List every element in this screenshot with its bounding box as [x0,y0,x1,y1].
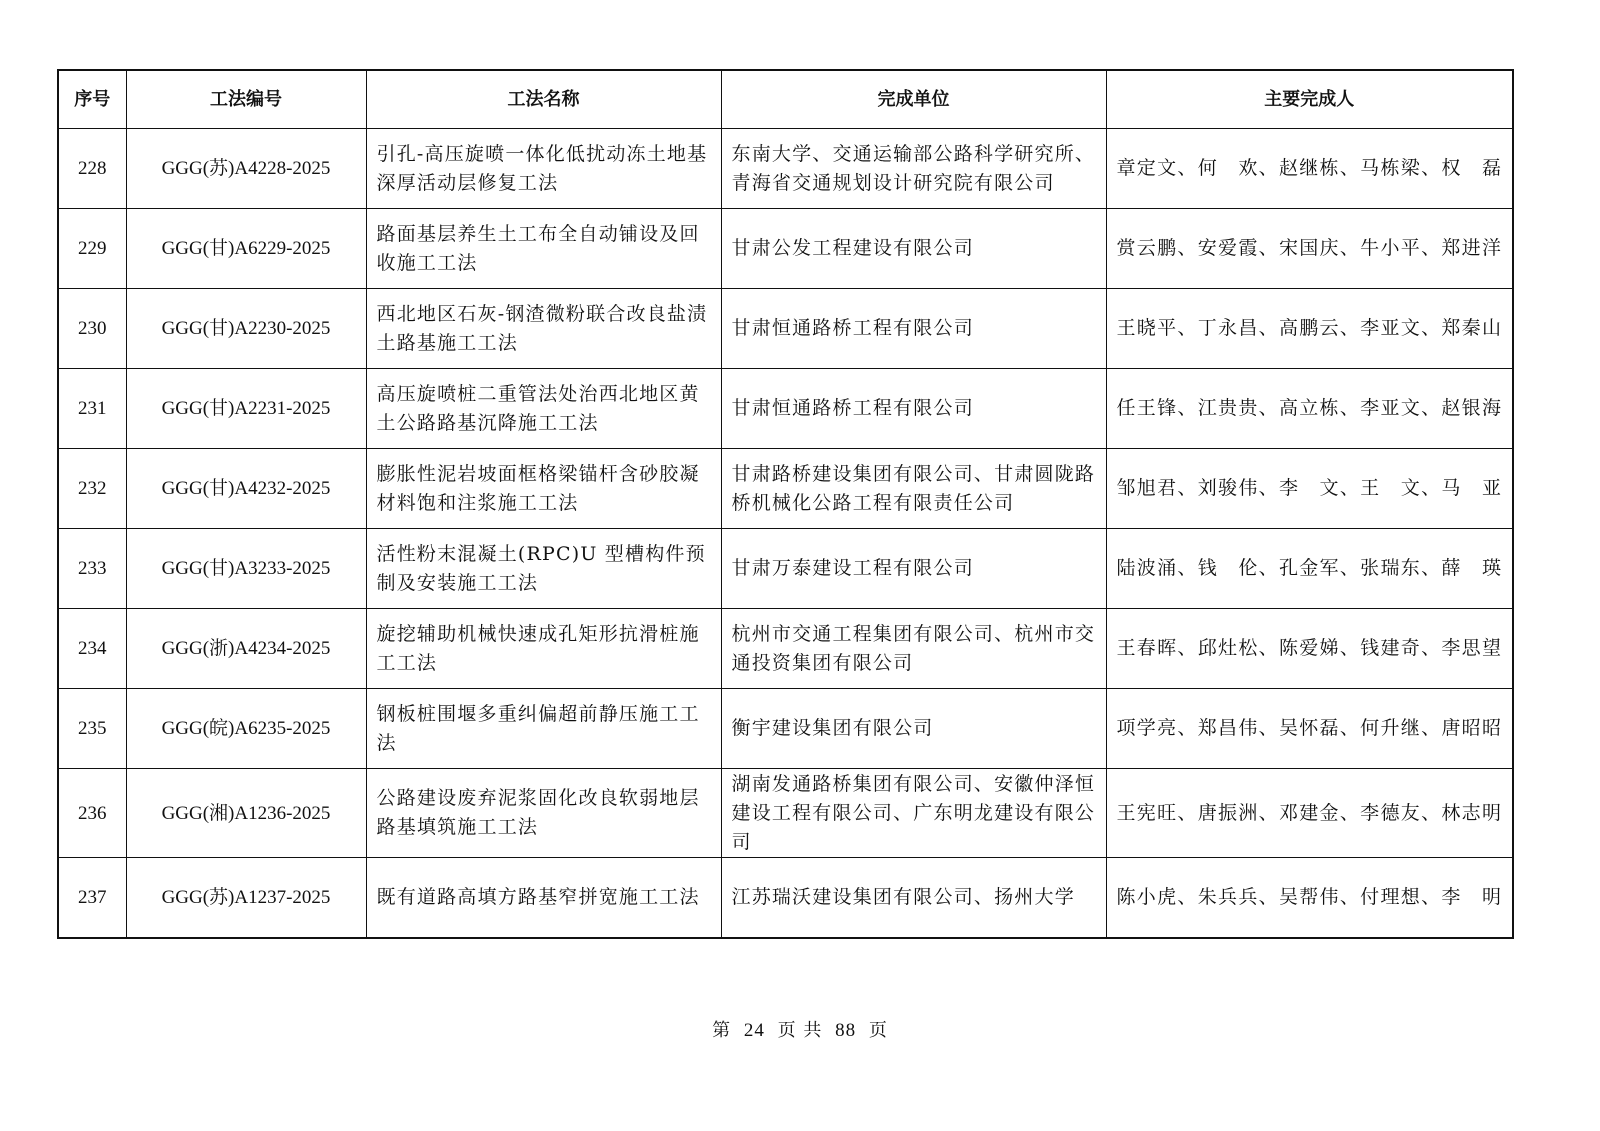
cell-serial-no: 235 [58,689,126,769]
header-method-code: 工法编号 [126,70,366,129]
cell-serial-no: 232 [58,449,126,529]
cell-main-people: 赏云鹏、安爱霞、宋国庆、牛小平、郑进洋 [1106,209,1513,289]
cell-serial-no: 230 [58,289,126,369]
cell-method-code: GGG(苏)A1237-2025 [126,858,366,938]
cell-completing-unit: 东南大学、交通运输部公路科学研究所、青海省交通规划设计研究院有限公司 [721,129,1106,209]
cell-serial-no: 228 [58,129,126,209]
cell-completing-unit: 甘肃万泰建设工程有限公司 [721,529,1106,609]
cell-method-code: GGG(甘)A2231-2025 [126,369,366,449]
cell-serial-no: 233 [58,529,126,609]
cell-serial-no: 229 [58,209,126,289]
table-header-row [58,70,1513,129]
cell-completing-unit: 甘肃路桥建设集团有限公司、甘肃圆陇路桥机械化公路工程有限责任公司 [721,449,1106,529]
cell-completing-unit: 甘肃恒通路桥工程有限公司 [721,369,1106,449]
cell-method-code: GGG(甘)A3233-2025 [126,529,366,609]
cell-main-people: 王春晖、邱灶松、陈爱娣、钱建奇、李思望 [1106,609,1513,689]
cell-method-code: GGG(甘)A6229-2025 [126,209,366,289]
footer-suffix: 页 [868,1020,888,1041]
page-footer [0,1016,1600,1042]
cell-completing-unit: 衡宇建设集团有限公司 [721,689,1106,769]
header-main-people: 主要完成人 [1106,70,1513,129]
cell-main-people: 王宪旺、唐振洲、邓建金、李德友、林志明 [1106,769,1513,858]
cell-method-code: GGG(浙)A4234-2025 [126,609,366,689]
cell-main-people: 陆波涌、钱 伦、孔金军、张瑞东、薛 瑛 [1106,529,1513,609]
cell-completing-unit: 甘肃公发工程建设有限公司 [721,209,1106,289]
table-row [58,529,1513,609]
cell-method-code: GGG(湘)A1236-2025 [126,769,366,858]
cell-method-name: 既有道路高填方路基窄拼宽施工工法 [366,858,721,938]
footer-mid: 页 共 [777,1020,823,1041]
cell-method-name: 路面基层养生土工布全自动铺设及回收施工工法 [366,209,721,289]
header-method-name: 工法名称 [366,70,721,129]
table-row [58,449,1513,529]
cell-method-name: 活性粉末混凝土(RPC)U 型槽构件预制及安装施工工法 [366,529,721,609]
cell-method-code: GGG(皖)A6235-2025 [126,689,366,769]
cell-main-people: 王晓平、丁永昌、高鹏云、李亚文、郑秦山 [1106,289,1513,369]
cell-method-name: 钢板桩围堰多重纠偏超前静压施工工法 [366,689,721,769]
cell-method-name: 膨胀性泥岩坡面框格梁锚杆含砂胶凝材料饱和注浆施工工法 [366,449,721,529]
table-row [58,609,1513,689]
cell-method-code: GGG(苏)A4228-2025 [126,129,366,209]
cell-main-people: 章定文、何 欢、赵继栋、马栋梁、权 磊 [1106,129,1513,209]
cell-main-people: 邹旭君、刘骏伟、李 文、王 文、马 亚 [1106,449,1513,529]
cell-method-name: 西北地区石灰-钢渣微粉联合改良盐渍土路基施工工法 [366,289,721,369]
cell-main-people: 任王锋、江贵贵、高立栋、李亚文、赵银海 [1106,369,1513,449]
cell-completing-unit: 甘肃恒通路桥工程有限公司 [721,289,1106,369]
table-row [58,209,1513,289]
cell-completing-unit: 湖南发通路桥集团有限公司、安徽仲泽恒建设工程有限公司、广东明龙建设有限公司 [721,769,1106,858]
footer-prefix: 第 [712,1020,732,1041]
current-page-number: 24 [743,1020,765,1041]
table-row [58,769,1513,858]
table-row [58,369,1513,449]
cell-method-code: GGG(甘)A4232-2025 [126,449,366,529]
document-table-container [57,69,1512,939]
cell-method-code: GGG(甘)A2230-2025 [126,289,366,369]
cell-method-name: 引孔-高压旋喷一体化低扰动冻土地基深厚活动层修复工法 [366,129,721,209]
cell-completing-unit: 江苏瑞沃建设集团有限公司、扬州大学 [721,858,1106,938]
header-completing-unit: 完成单位 [721,70,1106,129]
table-row [58,129,1513,209]
header-serial-no: 序号 [58,70,126,129]
table-row [58,689,1513,769]
table-row [58,289,1513,369]
cell-serial-no: 234 [58,609,126,689]
cell-serial-no: 237 [58,858,126,938]
cell-main-people: 项学亮、郑昌伟、吴怀磊、何升继、唐昭昭 [1106,689,1513,769]
cell-main-people: 陈小虎、朱兵兵、吴帮伟、付理想、李 明 [1106,858,1513,938]
table-row [58,858,1513,938]
cell-serial-no: 231 [58,369,126,449]
cell-method-name: 高压旋喷桩二重管法处治西北地区黄土公路路基沉降施工工法 [366,369,721,449]
cell-completing-unit: 杭州市交通工程集团有限公司、杭州市交通投资集团有限公司 [721,609,1106,689]
cell-serial-no: 236 [58,769,126,858]
cell-method-name: 旋挖辅助机械快速成孔矩形抗滑桩施工工法 [366,609,721,689]
construction-method-table [57,69,1514,939]
total-page-count: 88 [835,1020,857,1041]
cell-method-name: 公路建设废弃泥浆固化改良软弱地层路基填筑施工工法 [366,769,721,858]
